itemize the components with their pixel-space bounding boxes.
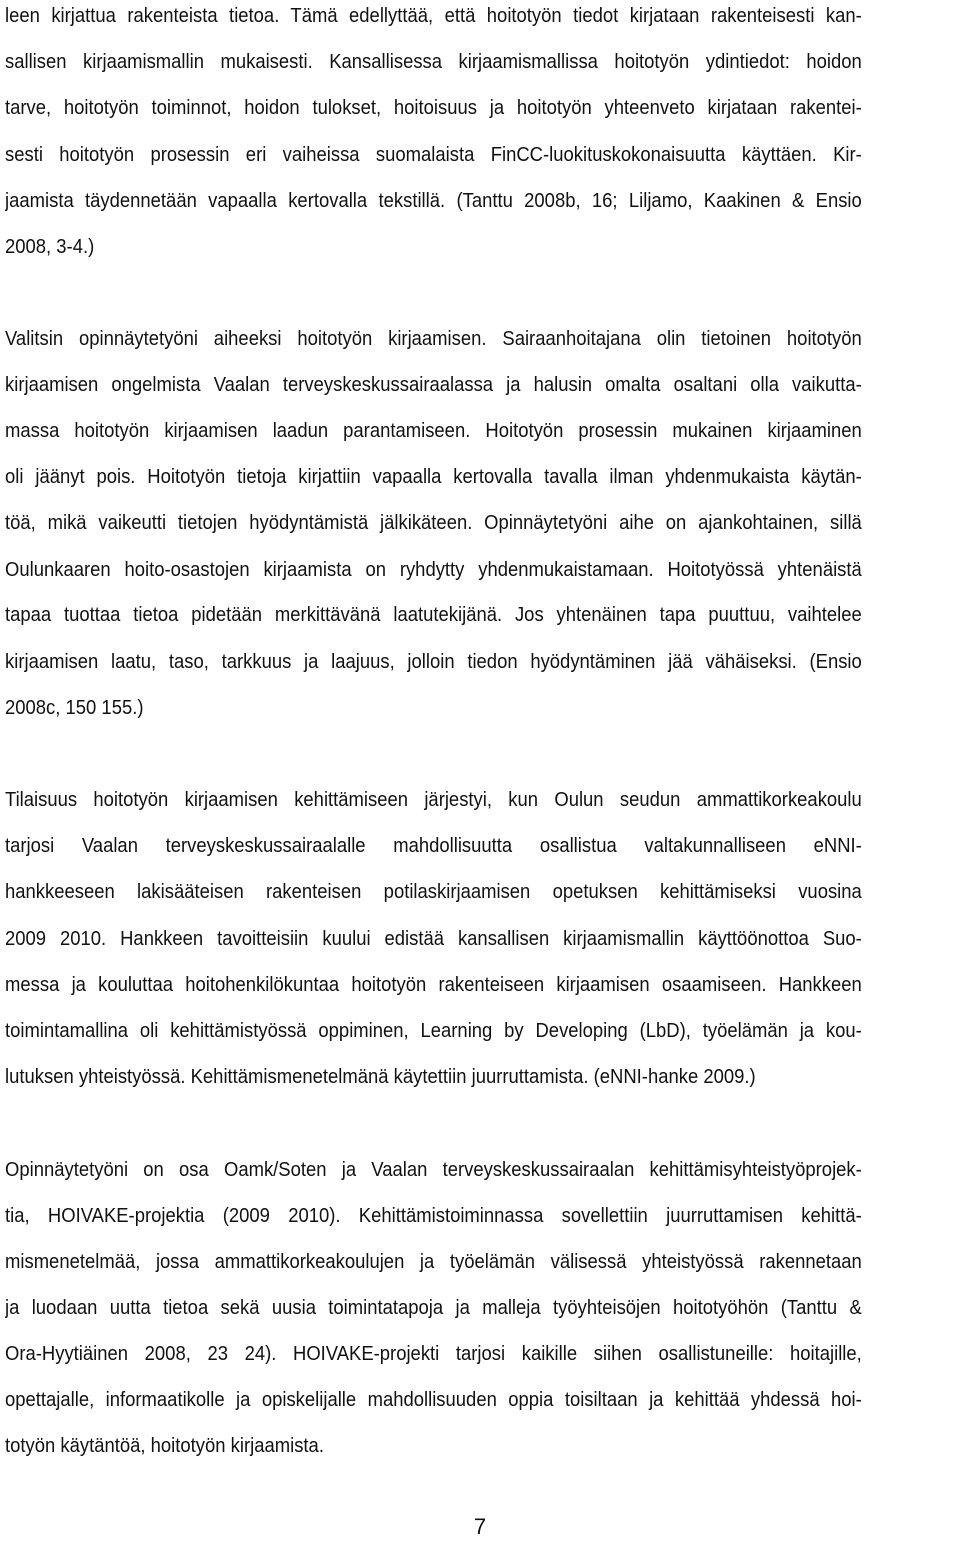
text-line: mismenetelmää, jossa ammattikorkeakoulujen ja työelämän välisessä yhteistyössä rakennetaan: [5, 1250, 862, 1273]
text-line: oli jäänyt pois. Hoitotyön tietoja kirjattiin vapaalla kertovalla tavalla ilman yhdenmukaista käytän-: [5, 465, 862, 488]
text-line: töä, mikä vaikeutti tietojen hyödyntämistä jälkikäteen. Opinnäytetyöni aihe on ajankohtainen, sillä: [5, 511, 862, 534]
text-line: hankkeeseen lakisääteisen rakenteisen potilaskirjaamisen opetuksen kehittämiseksi vuosina: [5, 880, 862, 903]
text-line: tia, HOIVAKE-projektia (2009 2010). Kehittämistoiminnassa sovellettiin juurruttamisen kehittä-: [5, 1204, 862, 1227]
text-line: 2008c, 150 155.): [5, 696, 144, 719]
text-line: 2009 2010. Hankkeen tavoitteisiin kuului edistää kansallisen kirjaamismallin käyttöönottoa Suo-: [5, 927, 862, 950]
text-line: tarve, hoitotyön toiminnot, hoidon tulokset, hoitoisuus ja hoitotyön yhteenveto kirjataan rakentei-: [5, 96, 862, 119]
text-line: sallisen kirjaamismallin mukaisesti. Kansallisessa kirjaamismallissa hoitotyön ydintiedot: hoidon: [5, 50, 862, 73]
text-line: jaamista täydennetään vapaalla kertovalla tekstillä. (Tanttu 2008b, 16; Liljamo, Kaakinen & Ensio: [5, 189, 862, 212]
text-line: Valitsin opinnäytetyöni aiheeksi hoitotyön kirjaamisen. Sairaanhoitajana olin tietoinen hoitotyön: [5, 327, 862, 350]
text-line: massa hoitotyön kirjaamisen laadun parantamiseen. Hoitotyön prosessin mukainen kirjaaminen: [5, 419, 862, 442]
text-line: sesti hoitotyön prosessin eri vaiheissa suomalaista FinCC-luokituskokonaisuutta käyttäen. Kir-: [5, 143, 862, 166]
text-line: Oulunkaaren hoito-osastojen kirjaamista on ryhdytty yhdenmukaistamaan. Hoitotyössä yhtenäistä: [5, 558, 862, 581]
text-line: Tilaisuus hoitotyön kirjaamisen kehittämiseen järjestyi, kun Oulun seudun ammattikorkeakoulu: [5, 788, 862, 811]
text-line: totyön käytäntöä, hoitotyön kirjaamista.: [5, 1434, 324, 1457]
text-line: kirjaamisen laatu, taso, tarkkuus ja laajuus, jolloin tiedon hyödyntäminen jää vähäiseksi. (Ensio: [5, 650, 862, 673]
text-line: tarjosi Vaalan terveyskeskussairaalalle mahdollisuutta osallistua valtakunnalliseen eNNI-: [5, 834, 862, 857]
text-line: Opinnäytetyöni on osa Oamk/Soten ja Vaalan terveyskeskussairaalan kehittämisyhteistyöprojek-: [5, 1158, 862, 1181]
text-line: kirjaamisen ongelmista Vaalan terveyskeskussairaalassa ja halusin omalta osaltani olla vaikutta-: [5, 373, 862, 396]
text-line: lutuksen yhteistyössä. Kehittämismenetelmänä käytettiin juurruttamista. (eNNI-hanke 2009.): [5, 1065, 756, 1088]
text-line: Ora-Hyytiäinen 2008, 23 24). HOIVAKE-projekti tarjosi kaikille siihen osallistuneille: hoitajille,: [5, 1342, 862, 1365]
text-line: tapaa tuottaa tietoa pidetään merkittävänä laatutekijänä. Jos yhtenäinen tapa puuttuu, vaihtelee: [5, 603, 862, 626]
page-number: 7: [473, 1514, 487, 1539]
text-line: opettajalle, informaatikolle ja opiskelijalle mahdollisuuden oppia toisiltaan ja kehittää yhdessä hoi-: [5, 1388, 862, 1411]
text-line: messa ja kouluttaa hoitohenkilökuntaa hoitotyön rakenteiseen kirjaamisen osaamiseen. Hankkeen: [5, 973, 862, 996]
text-line: ja luodaan uutta tietoa sekä uusia toimintatapoja ja malleja työyhteisöjen hoitotyöhön (Tanttu &: [5, 1296, 862, 1319]
text-line: toimintamallina oli kehittämistyössä oppiminen, Learning by Developing (LbD), työelämän ja kou-: [5, 1019, 862, 1042]
text-line: 2008, 3-4.): [5, 235, 95, 258]
text-line: leen kirjattua rakenteista tietoa. Tämä edellyttää, että hoitotyön tiedot kirjataan rakenteisesti kan-: [5, 4, 862, 27]
